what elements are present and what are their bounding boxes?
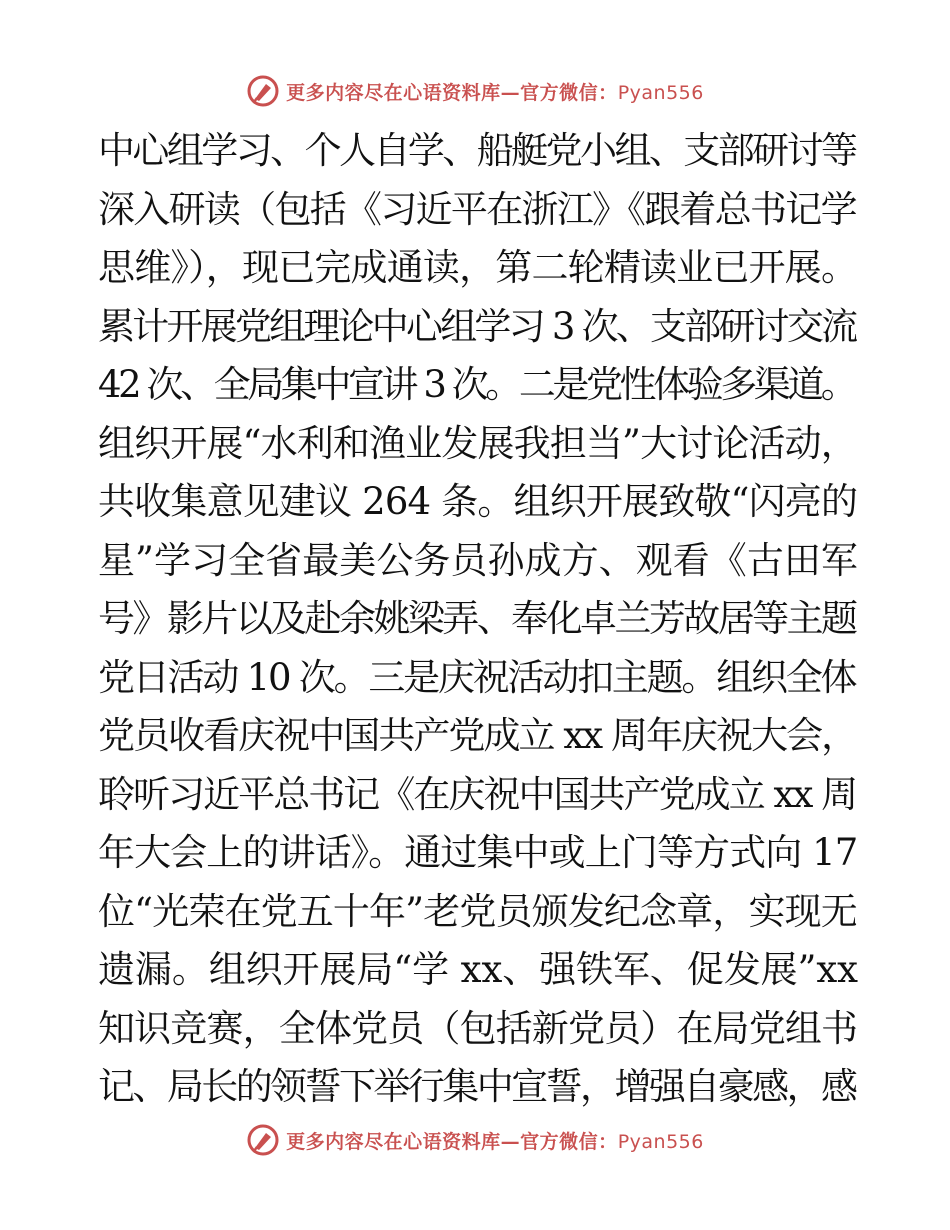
body-line xyxy=(98,298,858,357)
watermark-text xyxy=(286,1127,704,1154)
body-line xyxy=(98,766,858,825)
body-line xyxy=(98,122,858,181)
watermark-wechat-id: Pyan556 xyxy=(617,81,704,104)
body-line-text: 聆听习近平总书记《在庆祝中国共产党成立 xx 周 xyxy=(98,772,857,816)
watermark-separator: — xyxy=(500,1130,521,1153)
watermark-official: 官方微信： xyxy=(520,1130,618,1153)
watermark-footer xyxy=(0,1120,950,1160)
body-line xyxy=(98,1000,858,1059)
body-line xyxy=(98,473,858,532)
watermark-wechat-id: Pyan556 xyxy=(617,1130,704,1153)
body-line xyxy=(98,532,858,591)
body-line xyxy=(98,883,858,942)
watermark-official: 官方微信： xyxy=(520,81,618,104)
body-line xyxy=(98,415,858,474)
watermark-main: 更多内容尽在心语资料库 xyxy=(286,1130,501,1153)
body-line xyxy=(98,181,858,240)
body-line-text: 党日活动 10 次。三是庆祝活动扣主题。组织全体 xyxy=(98,655,856,699)
watermark-separator: — xyxy=(500,81,521,104)
pen-nib-logo-icon xyxy=(246,1123,280,1157)
body-line-text: 42 次、全局集中宣讲 3 次。二是党性体验多渠道。 xyxy=(98,363,855,406)
body-line xyxy=(98,590,858,649)
body-line-text: 年大会上的讲话》。通过集中或上门等方式向 17 xyxy=(98,831,858,874)
document-body xyxy=(98,122,858,1117)
body-line-text: 思维》），现已完成通读，第二轮精读业已开展。 xyxy=(98,246,858,289)
body-line xyxy=(98,1058,858,1117)
body-line-text: 号》影片以及赴余姚梁弄、奉化卓兰芳故居等主题 xyxy=(98,597,856,640)
body-line-text: 知识竞赛，全体党员（包括新党员）在局党组书 xyxy=(98,1006,858,1050)
body-line-text: 星”学习全省最美公务员孙成方、观看《古田军 xyxy=(98,538,858,582)
body-line xyxy=(98,707,858,766)
pen-nib-logo-icon xyxy=(246,74,280,108)
body-line xyxy=(98,649,858,708)
watermark-header xyxy=(0,71,950,111)
body-line xyxy=(98,941,858,1000)
body-line-text: 位“光荣在党五十年”老党员颁发纪念章，实现无 xyxy=(98,889,857,933)
body-line xyxy=(98,239,858,298)
body-line-text: 党员收看庆祝中国共产党成立 xx 周年庆祝大会， xyxy=(98,714,857,757)
body-line-text: 中心组学习、个人自学、船艇党小组、支部研讨等 xyxy=(98,129,856,172)
body-line xyxy=(98,824,858,883)
body-line xyxy=(98,356,858,415)
body-line-text: 深入研读（包括《习近平在浙江》《跟着总书记学 xyxy=(98,187,856,231)
body-line-text: 共收集意见建议 264 条。组织开展致敬“闪亮的 xyxy=(98,480,858,523)
watermark-main: 更多内容尽在心语资料库 xyxy=(286,81,501,104)
body-line-text: 组织开展“水利和渔业发展我担当”大讨论活动， xyxy=(98,421,857,465)
body-line-text: 遗漏。组织开展局“学 xx、强铁军、促发展”xx xyxy=(98,948,858,991)
body-line-text: 记、局长的领誓下举行集中宣誓，增强自豪感，感 xyxy=(98,1065,856,1108)
watermark-text xyxy=(286,78,704,105)
body-line-text: 累计开展党组理论中心组学习 3 次、支部研讨交流 xyxy=(98,304,856,348)
